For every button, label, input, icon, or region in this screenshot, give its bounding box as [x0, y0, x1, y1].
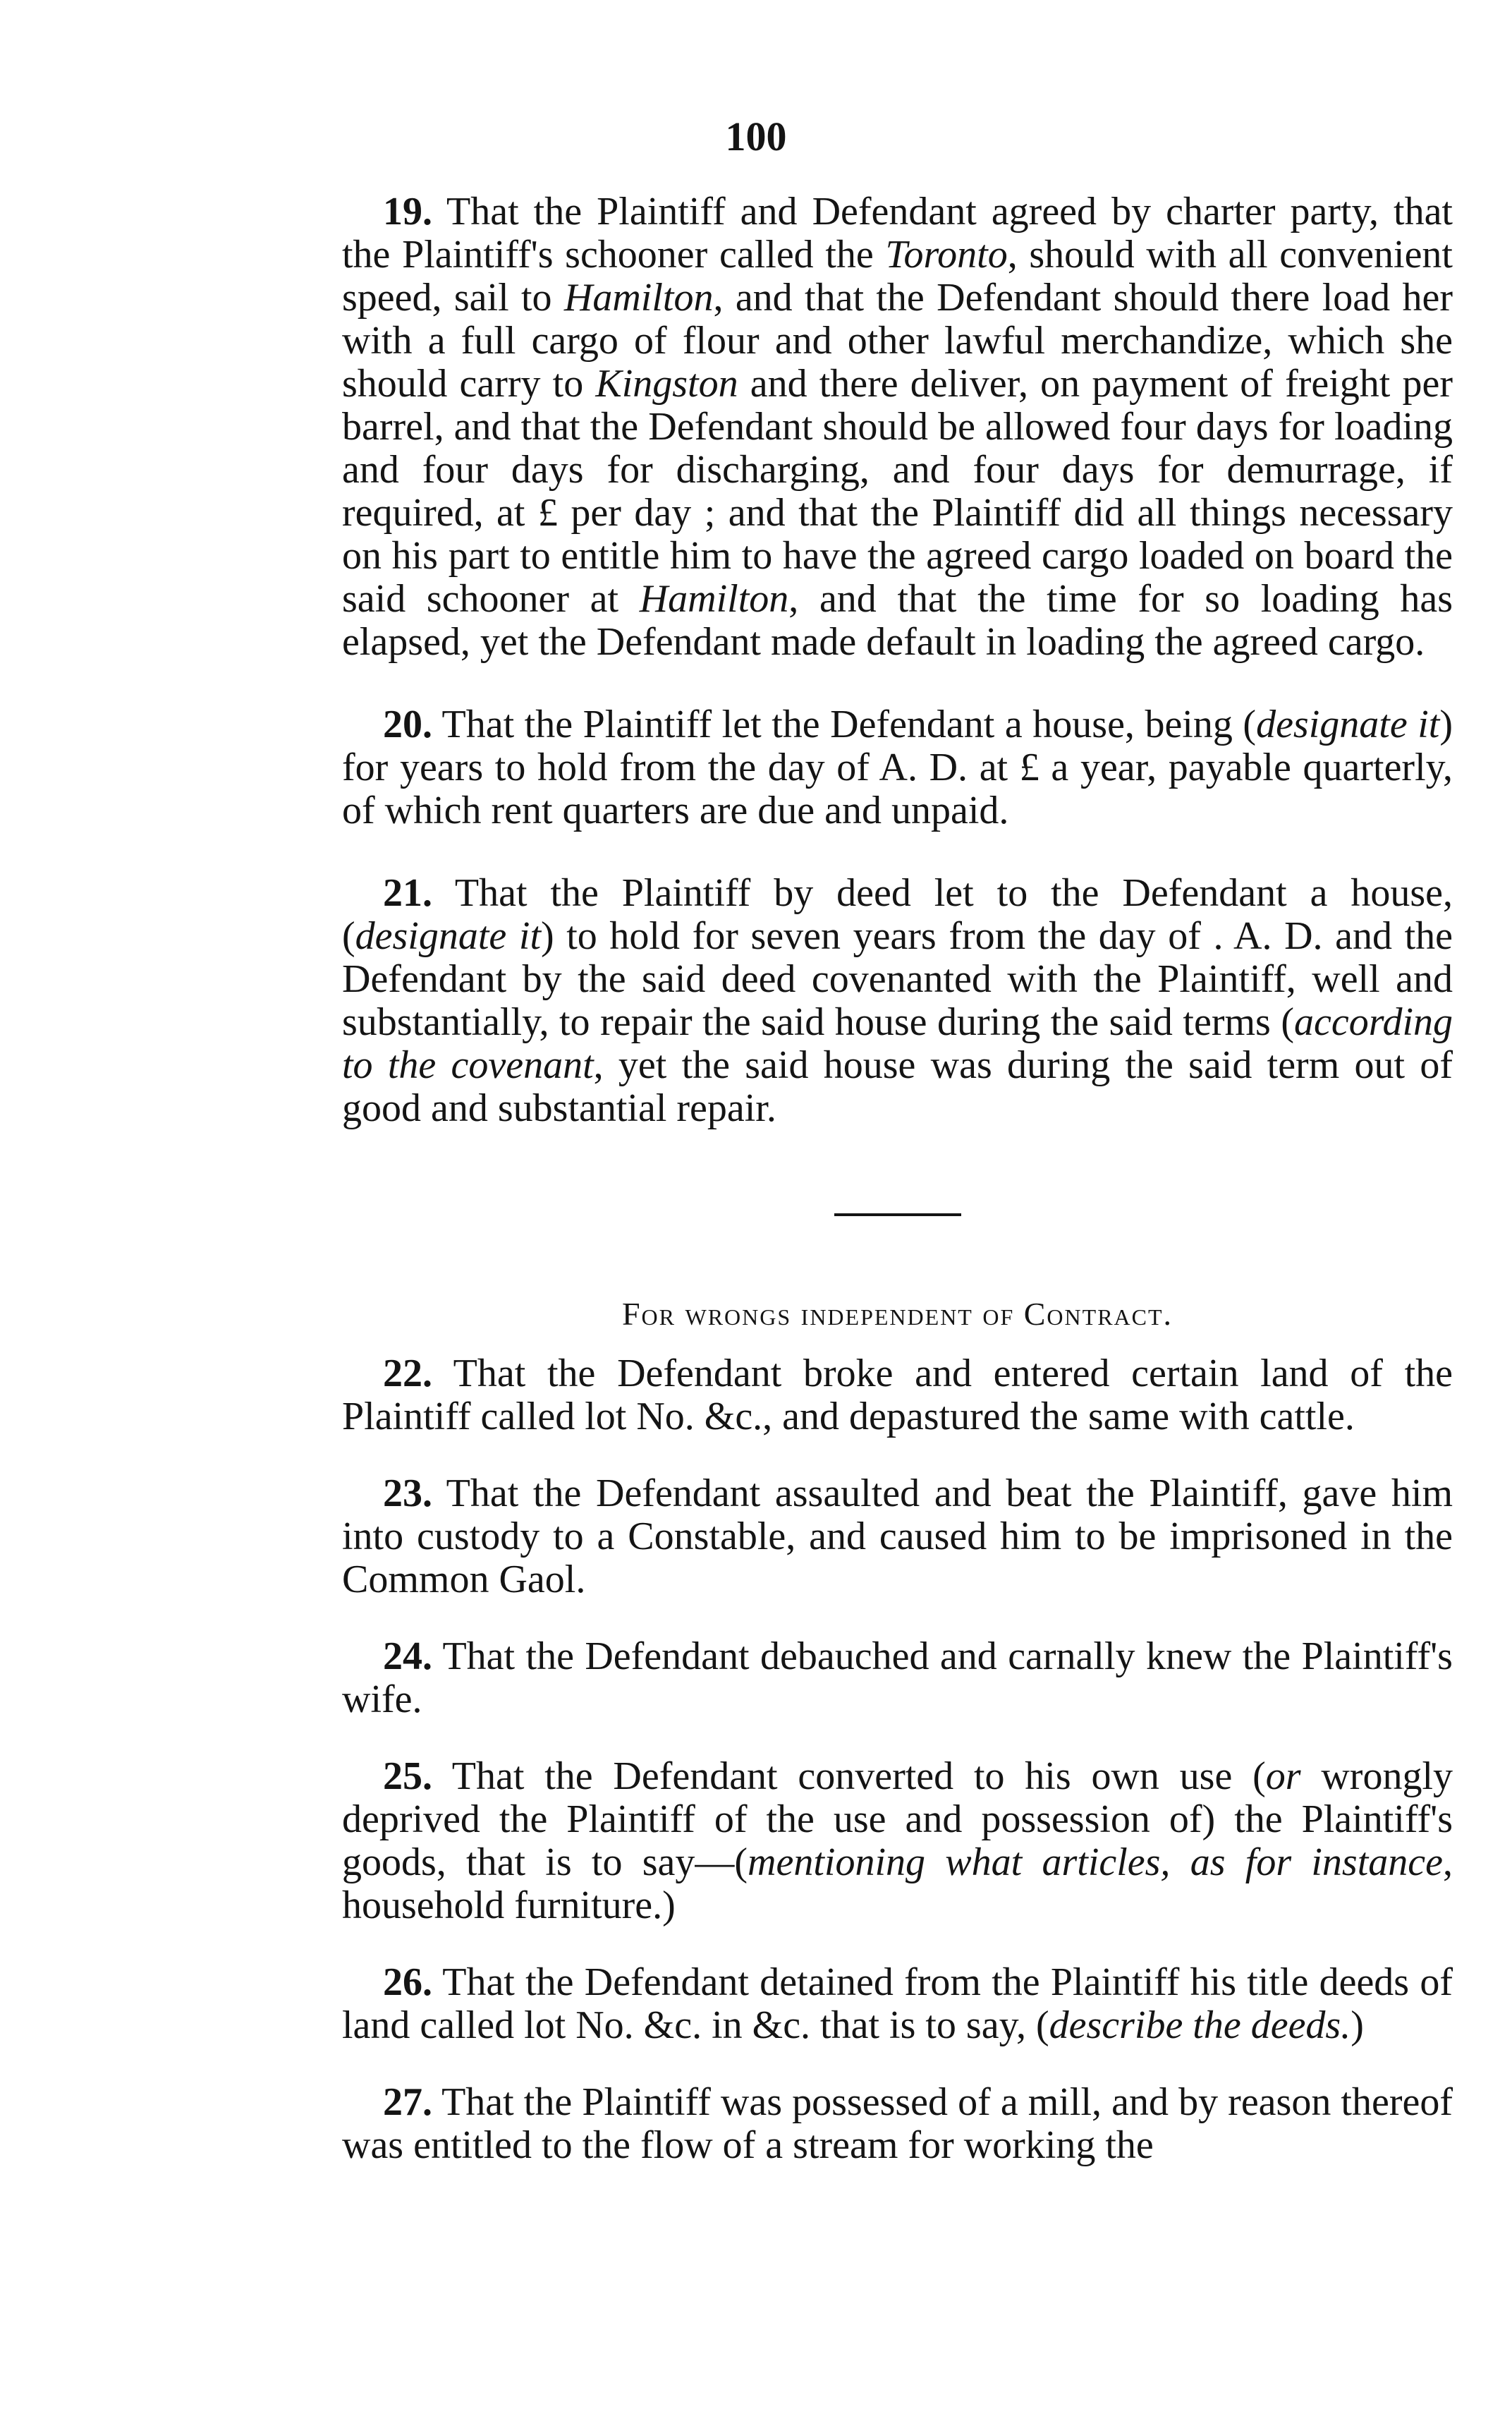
paragraph-27: 27. That the Plaintiff was possessed of a mill, and by reason thereof was entitled to the flow of a stream for working the [342, 2080, 1453, 2167]
italic-instruction: according to the covenant [342, 1000, 1453, 1087]
paragraph-number: 25. [383, 1754, 432, 1798]
paragraph-20: 20. That the Plaintiff let the Defendant a house, being (designate it) for years to hold from the day of A. D. at £ a year, payable quarterly, of which rent quarters are due and unpaid. [342, 703, 1453, 832]
text-column [342, 190, 1453, 2167]
section-heading: For wrongs independent of Contract. [621, 1296, 1173, 1332]
paragraph-number: 24. [383, 1634, 432, 1678]
paragraph-number: 27. [383, 2080, 432, 2124]
paragraph-24: 24. That the Defendant debauched and carnally knew the Plaintiff's wife. [342, 1634, 1453, 1721]
section-divider [834, 1213, 961, 1216]
paragraph-number: 21. [383, 871, 432, 915]
paragraph-26: 26. That the Defendant detained from the Plaintiff his title deeds of land called lot No. &c. in &c. that is to say, (describe the deeds.) [342, 1960, 1453, 2047]
paragraph-23: 23. That the Defendant assaulted and beat the Plaintiff, gave him into custody to a Constable, and caused him to be imprisoned in the Common Gaol. [342, 1472, 1453, 1601]
paragraph-22: 22. That the Defendant broke and entered certain land of the Plaintiff called lot No. &c., and depastured the same with cattle. [342, 1352, 1453, 1438]
italic-instruction: mentioning what articles, as for instance [748, 1840, 1443, 1884]
paragraph-number: 20. [383, 703, 432, 746]
paragraph-25: 25. That the Defendant converted to his own use (or wrongly deprived the Plaintiff of the use and possession of) the Plaintiff's goods, that is to say—(mentioning what articles, as for instance, household furniture.) [342, 1754, 1453, 1927]
italic-place-name: Hamilton [563, 276, 714, 320]
paragraph-19: 19. That the Plaintiff and Defendant agreed by charter party, that the Plaintiff's schooner called the Toronto, should with all convenient speed, sail to Hamilton, and that the Defendant should there load her with a full cargo of flour and other lawful merchandize, which she should carry to Kingston and there deliver, on payment of freight per barrel, and that the Defendant should be allowed four days for loading and four days for discharging, and four days for demurrage, if required, at £ per day ; and that the Plaintiff did all things necessary on his part to entitle him to have the agreed cargo loaded on board the said schooner at Hamilton, and that the time for so loading has elapsed, yet the Defendant made default in loading the agreed cargo. [342, 190, 1453, 664]
italic-place-name: Hamilton [639, 577, 789, 621]
italic-instruction: or [1265, 1754, 1301, 1798]
italic-ship-name: Toronto [885, 233, 1008, 277]
paragraph-number: 26. [383, 1960, 432, 2004]
paragraph-number: 23. [383, 1472, 432, 1515]
paragraph-number: 22. [383, 1352, 432, 1395]
italic-instruction: designate it [1256, 703, 1440, 746]
italic-instruction: designate it [355, 914, 541, 958]
paragraph-21: 21. That the Plaintiff by deed let to the Defendant a house, (designate it) to hold for seven years from the day of . A. D. and the Defendant by the said deed covenanted with the Plaintiff, well and substantially, to repair the said house during the said terms (according to the covenant, yet the said house was during the said term out of good and substantial repair. [342, 871, 1453, 1130]
italic-place-name: Kingston [595, 362, 738, 406]
italic-instruction: describe the deeds. [1049, 2003, 1351, 2047]
page-number: 100 [725, 114, 787, 159]
paragraph-number: 19. [383, 190, 432, 233]
